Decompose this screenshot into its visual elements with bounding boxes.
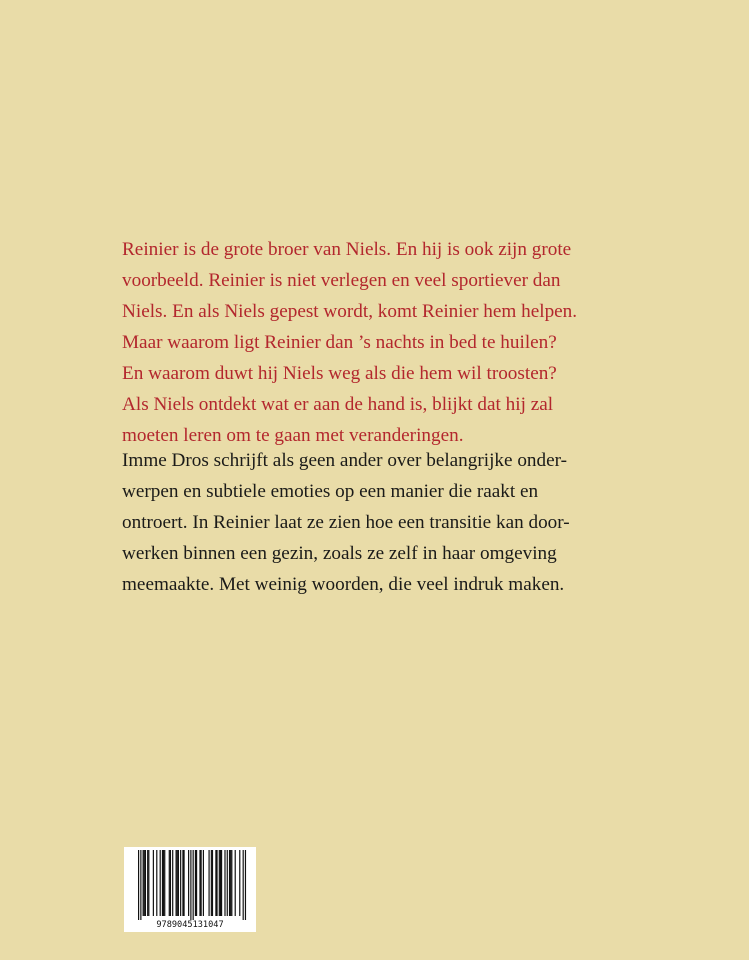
barcode-bar bbox=[227, 850, 228, 916]
barcode-bar bbox=[170, 850, 171, 916]
barcode-bar bbox=[224, 850, 225, 916]
barcode-bar bbox=[164, 850, 165, 916]
barcode-bar bbox=[230, 850, 231, 916]
barcode-bar bbox=[182, 850, 183, 916]
barcode-bar bbox=[188, 850, 189, 916]
summary-line: voorbeeld. Reinier is niet verlegen en veel sportiever dan bbox=[122, 270, 561, 291]
barcode-bar bbox=[219, 850, 220, 916]
story-summary bbox=[122, 234, 642, 451]
barcode-bar bbox=[215, 850, 216, 916]
barcode-bar bbox=[243, 850, 244, 920]
barcode-bar bbox=[160, 850, 161, 916]
barcode-bar bbox=[211, 850, 212, 916]
barcode-bar bbox=[138, 850, 139, 920]
barcode-bar bbox=[178, 850, 179, 916]
barcode-bar bbox=[163, 850, 164, 916]
barcode-bar bbox=[172, 850, 173, 916]
barcode-bar bbox=[176, 850, 177, 916]
summary-line: Als Niels ontdekt wat er aan de hand is, blijkt dat hij zal bbox=[122, 394, 554, 415]
author-description bbox=[122, 445, 642, 600]
description-line: Imme Dros schrijft als geen ander over belangrijke onder- bbox=[122, 450, 568, 471]
summary-line: Reinier is de grote broer van Niels. En hij is ook zijn grote bbox=[122, 239, 572, 260]
description-line: werpen en subtiele emoties op een manier die raakt en bbox=[122, 481, 539, 502]
barcode-bar bbox=[195, 850, 196, 916]
barcode-bar bbox=[169, 850, 170, 916]
barcode-bar bbox=[208, 850, 209, 916]
barcode-bar bbox=[145, 850, 146, 916]
barcode-bar bbox=[190, 850, 191, 920]
description-line: meemaakte. Met weinig woorden, die veel indruk maken. bbox=[122, 574, 565, 595]
isbn-number: 9789045131047 bbox=[156, 920, 224, 930]
summary-line: Niels. En als Niels gepest wordt, komt Reinier hem helpen. bbox=[122, 301, 578, 322]
barcode-bar bbox=[203, 850, 204, 916]
summary-line: moeten leren om te gaan met veranderingen. bbox=[122, 425, 464, 446]
barcode-bars bbox=[138, 850, 246, 920]
barcode-bar bbox=[147, 850, 148, 916]
barcode-bar bbox=[156, 850, 157, 916]
barcode-bar bbox=[140, 850, 141, 920]
summary-line: En waarom duwt hij Niels weg als die hem wil troosten? bbox=[122, 363, 557, 384]
barcode-bar bbox=[180, 850, 181, 916]
barcode-bar bbox=[148, 850, 149, 916]
barcode-bar bbox=[162, 850, 163, 916]
barcode-bar bbox=[239, 850, 240, 916]
summary-line: Maar waarom ligt Reinier dan ’s nachts in bed te huilen? bbox=[122, 332, 557, 353]
barcode-bar bbox=[221, 850, 222, 916]
barcode-bar bbox=[196, 850, 197, 916]
barcode-bar bbox=[231, 850, 232, 916]
barcode-bar bbox=[144, 850, 145, 916]
barcode-bar bbox=[229, 850, 230, 916]
barcode-bar bbox=[193, 850, 194, 920]
barcode-bar bbox=[235, 850, 236, 916]
barcode-bar bbox=[199, 850, 200, 916]
barcode-bar bbox=[220, 850, 221, 916]
description-line: ontroert. In Reinier laat ze zien hoe een transitie kan door- bbox=[122, 512, 570, 533]
isbn-barcode bbox=[124, 847, 256, 932]
description-line: werken binnen een gezin, zoals ze zelf in haar omgeving bbox=[122, 543, 557, 564]
barcode-bar bbox=[245, 850, 246, 920]
barcode-bar bbox=[183, 850, 184, 916]
barcode-bar bbox=[216, 850, 217, 916]
barcode-graphic bbox=[124, 847, 256, 932]
barcode-bar bbox=[177, 850, 178, 916]
barcode-bar bbox=[201, 850, 202, 916]
barcode-bar bbox=[143, 850, 144, 916]
barcode-bar bbox=[153, 850, 154, 916]
barcode-bar bbox=[212, 850, 213, 916]
